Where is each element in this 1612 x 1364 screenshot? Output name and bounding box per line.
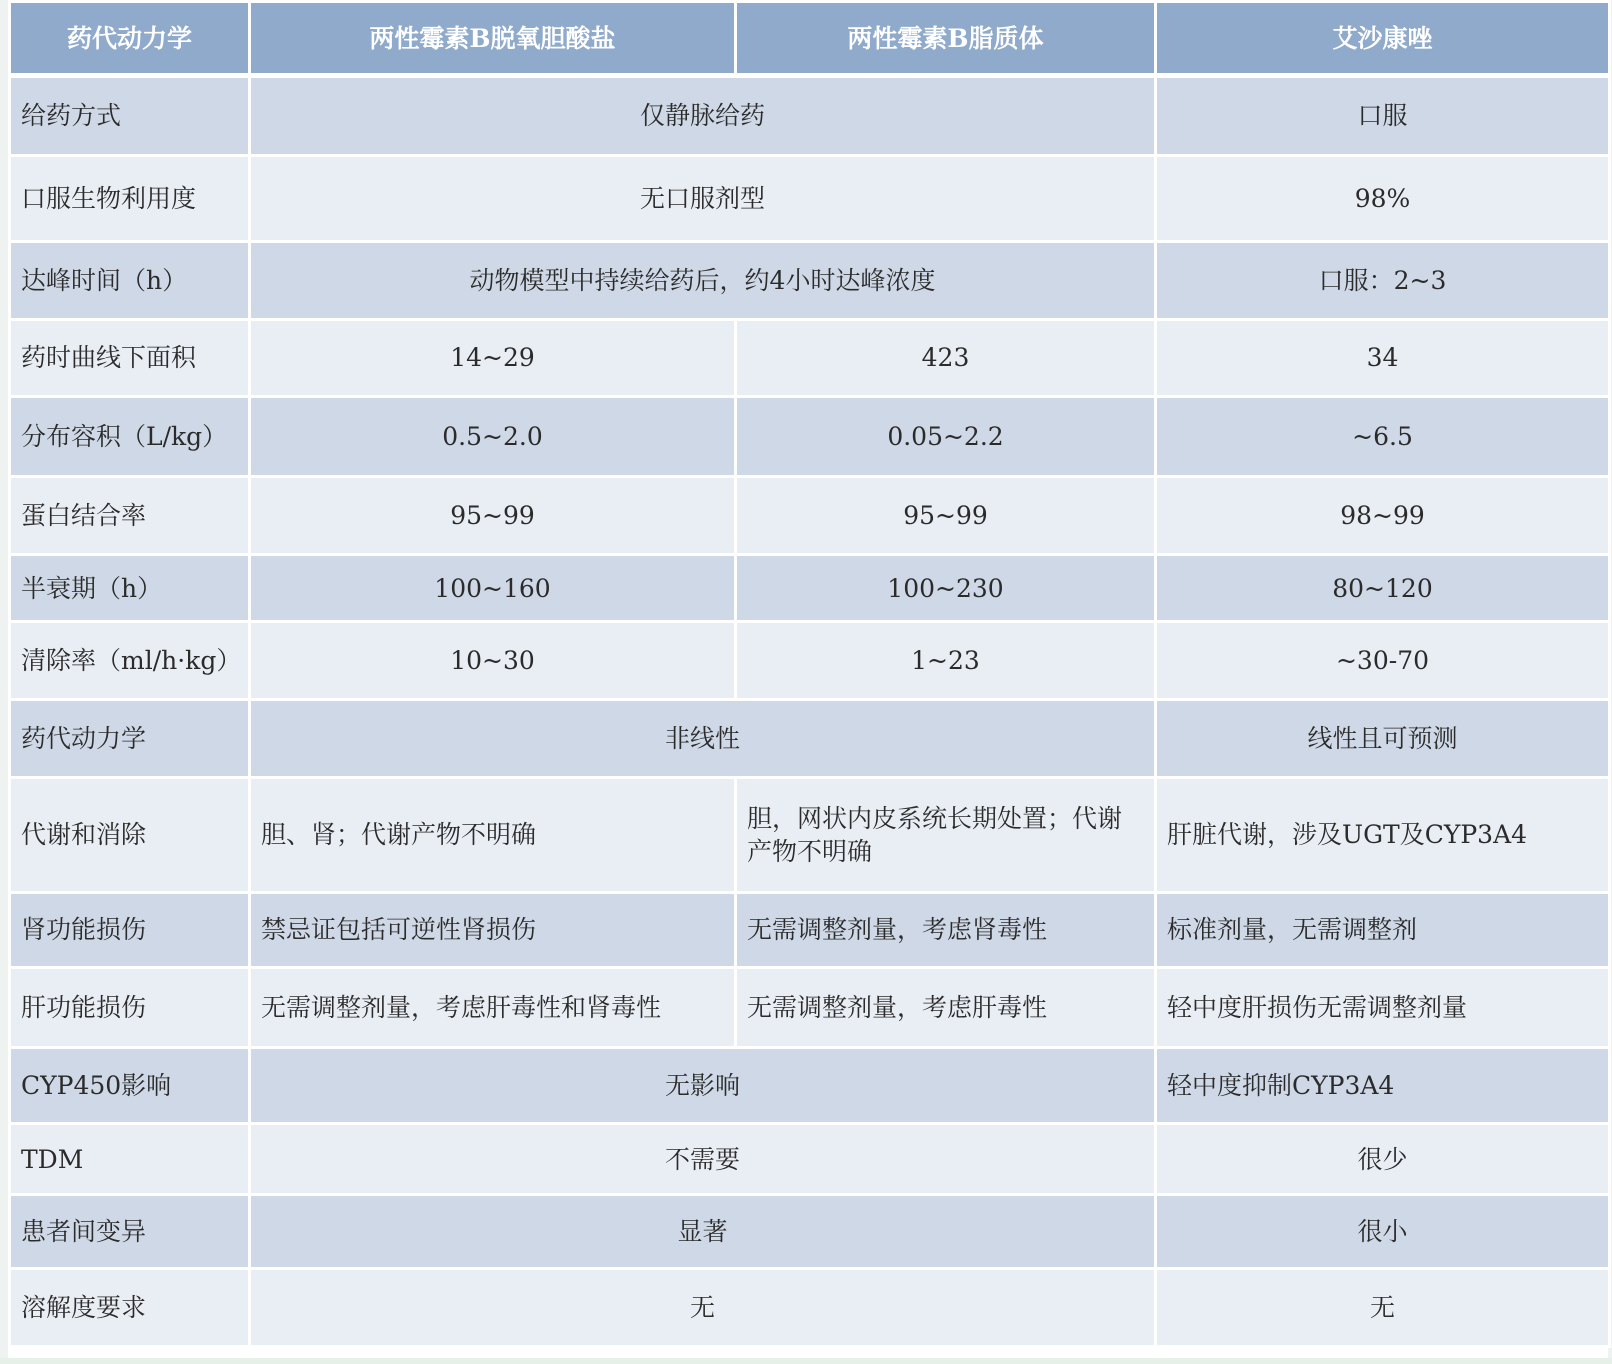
table-row (10, 1123, 1610, 1195)
cell-liposomal: 95~99 (736, 477, 1156, 555)
table-row (10, 700, 1610, 778)
row-label: 药时曲线下面积 (10, 319, 250, 397)
cell-deoxycholate: 100~160 (250, 554, 736, 622)
row-label: 清除率（ml/h·kg） (10, 622, 250, 700)
cell-isavuconazole: 线性且可预测 (1156, 700, 1610, 778)
table-row (10, 477, 1610, 555)
row-label: 蛋白结合率 (10, 477, 250, 555)
cell-liposomal: 无需调整剂量，考虑肝毒性 (736, 968, 1156, 1048)
merged-cell: 非线性 (250, 700, 1156, 778)
cell-liposomal: 胆，网状内皮系统长期处置；代谢产物不明确 (736, 777, 1156, 892)
cell-isavuconazole: 轻中度肝损伤无需调整剂量 (1156, 968, 1610, 1048)
table-row (10, 397, 1610, 477)
cell-isavuconazole: ~30-70 (1156, 622, 1610, 700)
cell-isavuconazole: 34 (1156, 319, 1610, 397)
cell-deoxycholate: 无需调整剂量，考虑肝毒性和肾毒性 (250, 968, 736, 1048)
cell-deoxycholate: 95~99 (250, 477, 736, 555)
table-row (10, 319, 1610, 397)
header-isavuconazole: 艾沙康唑 (1156, 2, 1610, 76)
table-row (10, 1048, 1610, 1124)
row-label: 肝功能损伤 (10, 968, 250, 1048)
row-label: 达峰时间（h） (10, 241, 250, 319)
cell-isavuconazole: 98% (1156, 155, 1610, 241)
row-label: 分布容积（L/kg） (10, 397, 250, 477)
cell-isavuconazole: 轻中度抑制CYP3A4 (1156, 1048, 1610, 1124)
header-parameter: 药代动力学 (10, 2, 250, 76)
merged-cell: 无 (250, 1269, 1156, 1347)
table-row (10, 1195, 1610, 1269)
cell-isavuconazole: 98~99 (1156, 477, 1610, 555)
row-label: 患者间变异 (10, 1195, 250, 1269)
cell-isavuconazole: 很小 (1156, 1195, 1610, 1269)
row-label: CYP450影响 (10, 1048, 250, 1124)
table-row (10, 892, 1610, 968)
cell-isavuconazole: 80~120 (1156, 554, 1610, 622)
cell-isavuconazole: 口服 (1156, 76, 1610, 156)
table-row (10, 241, 1610, 319)
row-label: 半衰期（h） (10, 554, 250, 622)
row-label: 代谢和消除 (10, 777, 250, 892)
table-row (10, 622, 1610, 700)
cell-isavuconazole: ~6.5 (1156, 397, 1610, 477)
table-header-row (10, 2, 1610, 76)
cell-liposomal: 100~230 (736, 554, 1156, 622)
header-amphotericin-b-deoxycholate: 两性霉素B脱氧胆酸盐 (250, 2, 736, 76)
cell-isavuconazole: 肝脏代谢，涉及UGT及CYP3A4 (1156, 777, 1610, 892)
row-label: 口服生物利用度 (10, 155, 250, 241)
cell-isavuconazole: 很少 (1156, 1123, 1610, 1195)
pharmacokinetics-comparison-table (8, 0, 1611, 1348)
table-row (10, 968, 1610, 1048)
pharmacokinetics-table-page (8, 0, 1608, 1358)
cell-deoxycholate: 10~30 (250, 622, 736, 700)
bottom-strip (0, 1358, 1612, 1364)
merged-cell: 无影响 (250, 1048, 1156, 1124)
merged-cell: 仅静脉给药 (250, 76, 1156, 156)
table-row (10, 1269, 1610, 1347)
table-row (10, 76, 1610, 156)
row-label: 药代动力学 (10, 700, 250, 778)
cell-deoxycholate: 禁忌证包括可逆性肾损伤 (250, 892, 736, 968)
cell-liposomal: 423 (736, 319, 1156, 397)
cell-isavuconazole: 无 (1156, 1269, 1610, 1347)
table-row (10, 777, 1610, 892)
row-label: 溶解度要求 (10, 1269, 250, 1347)
cell-isavuconazole: 标准剂量，无需调整剂 (1156, 892, 1610, 968)
merged-cell: 显著 (250, 1195, 1156, 1269)
cell-deoxycholate: 14~29 (250, 319, 736, 397)
cell-deoxycholate: 胆、肾；代谢产物不明确 (250, 777, 736, 892)
cell-isavuconazole: 口服：2~3 (1156, 241, 1610, 319)
cell-deoxycholate: 0.5~2.0 (250, 397, 736, 477)
cell-liposomal: 1~23 (736, 622, 1156, 700)
cell-liposomal: 0.05~2.2 (736, 397, 1156, 477)
row-label: TDM (10, 1123, 250, 1195)
table-row (10, 554, 1610, 622)
merged-cell: 无口服剂型 (250, 155, 1156, 241)
row-label: 给药方式 (10, 76, 250, 156)
row-label: 肾功能损伤 (10, 892, 250, 968)
header-liposomal-amphotericin-b: 两性霉素B脂质体 (736, 2, 1156, 76)
cell-liposomal: 无需调整剂量，考虑肾毒性 (736, 892, 1156, 968)
merged-cell: 动物模型中持续给药后，约4小时达峰浓度 (250, 241, 1156, 319)
merged-cell: 不需要 (250, 1123, 1156, 1195)
table-row (10, 155, 1610, 241)
